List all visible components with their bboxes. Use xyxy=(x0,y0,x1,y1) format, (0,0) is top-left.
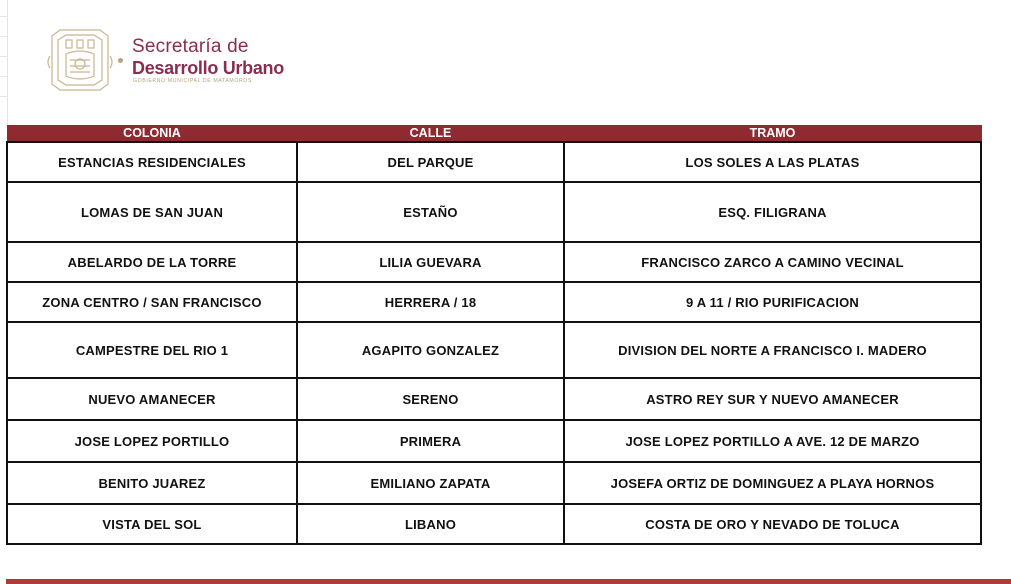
cell-calle: LILIA GUEVARA xyxy=(297,242,564,282)
cell-calle: PRIMERA xyxy=(297,420,564,462)
cell-colonia: JOSE LOPEZ PORTILLO xyxy=(7,420,297,462)
cell-tramo: LOS SOLES A LAS PLATAS xyxy=(564,142,981,182)
cell-calle: AGAPITO GONZALEZ xyxy=(297,322,564,378)
table-row xyxy=(7,182,981,242)
cell-calle: EMILIANO ZAPATA xyxy=(297,462,564,504)
sheet-gridline xyxy=(0,36,8,37)
table-row xyxy=(7,282,981,322)
cell-colonia: ESTANCIAS RESIDENCIALES xyxy=(7,142,297,182)
table-row xyxy=(7,378,981,420)
department-title-line2: Desarrollo Urbano xyxy=(132,58,284,78)
government-subtitle: GOBIERNO MUNICIPAL DE MATAMOROS xyxy=(133,78,252,84)
street-works-table xyxy=(6,125,982,545)
table-header-row xyxy=(7,125,981,142)
table-row xyxy=(7,142,981,182)
cell-colonia: NUEVO AMANECER xyxy=(7,378,297,420)
table-row xyxy=(7,322,981,378)
table-row xyxy=(7,462,981,504)
cell-calle: LIBANO xyxy=(297,504,564,544)
column-header-calle: CALLE xyxy=(297,125,564,142)
street-works-table-container xyxy=(6,125,980,545)
sheet-gridline xyxy=(0,56,8,57)
cell-tramo: FRANCISCO ZARCO A CAMINO VECINAL xyxy=(564,242,981,282)
cell-calle: DEL PARQUE xyxy=(297,142,564,182)
sheet-gridline xyxy=(0,96,8,97)
cell-colonia: ABELARDO DE LA TORRE xyxy=(7,242,297,282)
column-header-colonia: COLONIA xyxy=(7,125,297,142)
cell-tramo: JOSE LOPEZ PORTILLO A AVE. 12 DE MARZO xyxy=(564,420,981,462)
cell-colonia: BENITO JUAREZ xyxy=(7,462,297,504)
cell-calle: SERENO xyxy=(297,378,564,420)
cell-tramo: ESQ. FILIGRANA xyxy=(564,182,981,242)
cell-tramo: 9 A 11 / RIO PURIFICACION xyxy=(564,282,981,322)
footer-accent-bar xyxy=(6,579,1011,584)
table-row xyxy=(7,504,981,544)
cell-colonia: LOMAS DE SAN JUAN xyxy=(7,182,297,242)
cell-tramo: DIVISION DEL NORTE A FRANCISCO I. MADERO xyxy=(564,322,981,378)
table-row xyxy=(7,420,981,462)
cell-colonia: VISTA DEL SOL xyxy=(7,504,297,544)
sheet-gridline xyxy=(7,0,8,124)
sheet-gridline xyxy=(0,76,8,77)
cell-tramo: ASTRO REY SUR Y NUEVO AMANECER xyxy=(564,378,981,420)
gold-dot-icon xyxy=(118,58,123,63)
cell-calle: HERRERA / 18 xyxy=(297,282,564,322)
table-row xyxy=(7,242,981,282)
cell-tramo: JOSEFA ORTIZ DE DOMINGUEZ A PLAYA HORNOS xyxy=(564,462,981,504)
department-logo xyxy=(46,26,316,96)
column-header-tramo: TRAMO xyxy=(564,125,981,142)
department-title-line1: Secretaría de xyxy=(132,36,249,57)
sheet-gridline xyxy=(0,16,8,17)
cell-tramo: COSTA DE ORO Y NEVADO DE TOLUCA xyxy=(564,504,981,544)
municipal-seal-icon xyxy=(46,26,114,94)
cell-colonia: ZONA CENTRO / SAN FRANCISCO xyxy=(7,282,297,322)
cell-calle: ESTAÑO xyxy=(297,182,564,242)
cell-colonia: CAMPESTRE DEL RIO 1 xyxy=(7,322,297,378)
